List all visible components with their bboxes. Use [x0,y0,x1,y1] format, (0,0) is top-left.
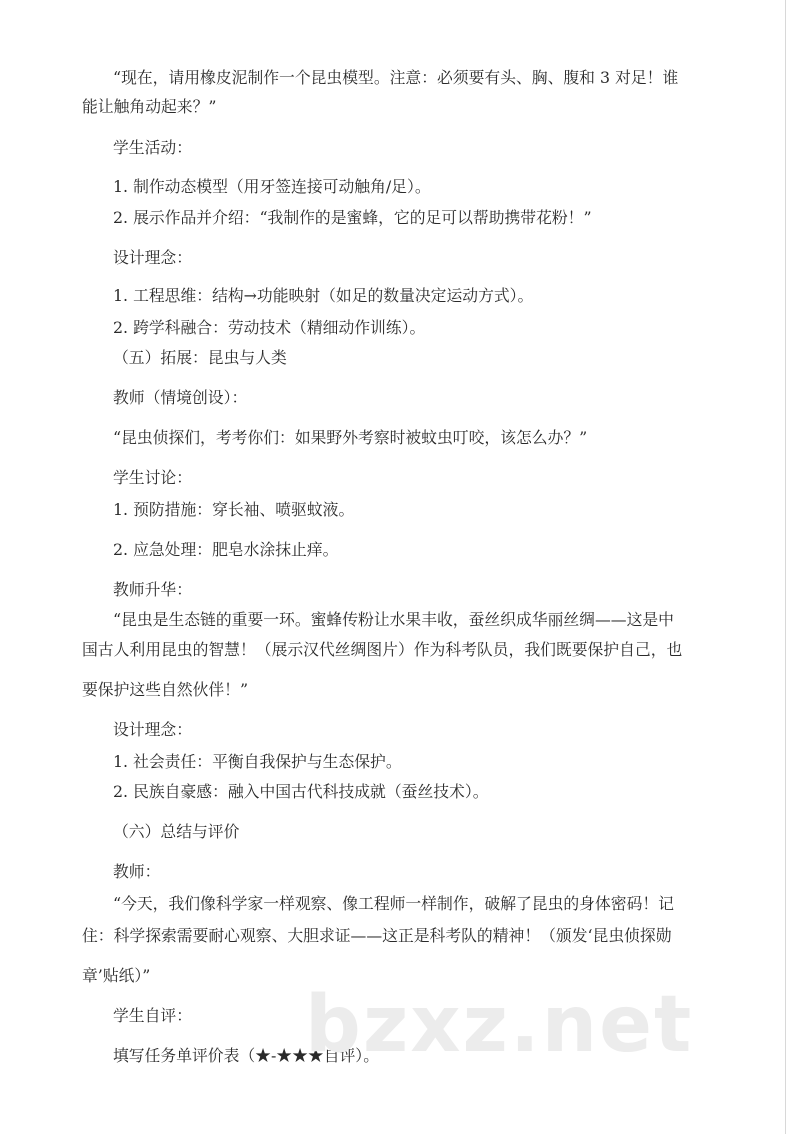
heading-student-discussion: 学生讨论： [113,468,192,487]
paragraph-line: 填写任务单评价表（★-★★★自评）。 [113,1046,379,1065]
list-item: 2. 民族自豪感：融入中国古代科技成就（蚕丝技术）。 [113,782,489,801]
heading-teacher-summary: 教师升华： [113,580,192,599]
paragraph-line: “现在，请用橡皮泥制作一个昆虫模型。注意：必须要有头、胸、腹和 3 对足！谁 [113,68,679,87]
list-item: 2. 跨学科融合：劳动技术（精细动作训练）。 [113,318,426,337]
heading-teacher: 教师（情境创设）： [113,388,248,407]
paragraph-line: “昆虫是生态链的重要一环。蜜蜂传粉让水果丰收，蚕丝织成华丽丝绸——这是中 [113,610,674,629]
paragraph-line: 要保护这些自然伙伴！” [82,680,249,699]
list-item: 1. 预防措施：穿长袖、喷驱蚊液。 [113,500,355,519]
list-item: 2. 应急处理：肥皂水涂抹止痒。 [113,540,339,559]
paragraph-line: 国古人利用昆虫的智慧！（展示汉代丝绸图片）作为科考队员，我们既要保护自己，也 [82,640,683,659]
section-heading: （五）拓展：昆虫与人类 [113,348,287,367]
list-item: 1. 工程思维：结构→功能映射（如足的数量决定运动方式）。 [113,286,534,305]
section-heading: （六）总结与评价 [113,822,240,841]
heading-student-activity: 学生活动： [113,138,192,157]
paragraph-line: 能让触角动起来？” [82,97,217,116]
paragraph-line: 章’贴纸）” [82,966,151,985]
heading-design-concept: 设计理念： [113,248,192,267]
heading-student-self-eval: 学生自评： [113,1006,192,1025]
list-item: 1. 社会责任：平衡自我保护与生态保护。 [113,752,402,771]
heading-teacher: 教师： [113,862,161,881]
list-item: 1. 制作动态模型（用牙签连接可动触角/足）。 [113,177,431,196]
heading-design-concept: 设计理念： [113,720,192,739]
paragraph-line: “昆虫侦探们，考考你们：如果野外考察时被蚊虫叮咬，该怎么办？” [113,428,588,447]
paragraph-line: “今天，我们像科学家一样观察、像工程师一样制作，破解了昆虫的身体密码！记 [113,894,674,913]
page-border [785,0,786,1134]
watermark: bzxz.net [305,980,694,1070]
list-item: 2. 展示作品并介绍：“我制作的是蜜蜂，它的足可以帮助携带花粉！” [113,208,592,227]
paragraph-line: 住：科学探索需要耐心观察、大胆求证——这正是科考队的精神！（颁发‘昆虫侦探勋 [82,926,672,945]
